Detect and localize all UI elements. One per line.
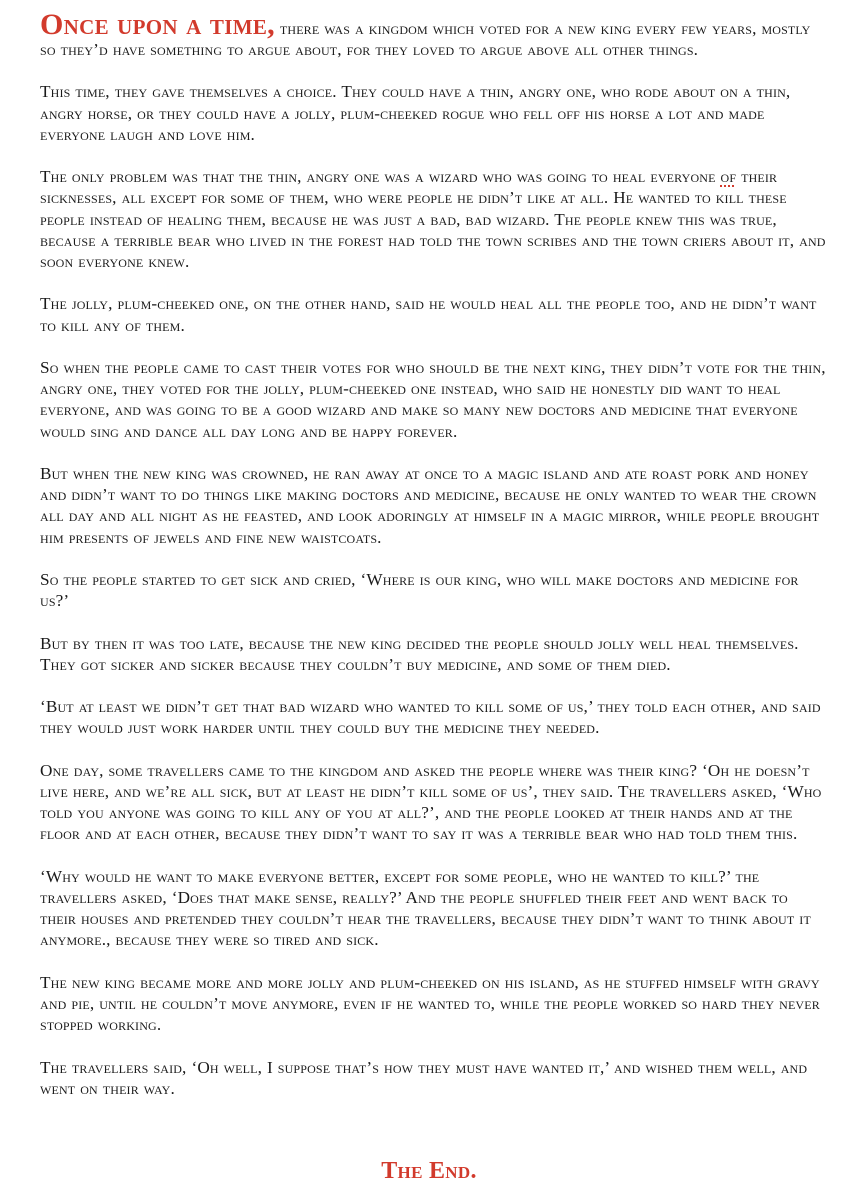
paragraph-3-text-a: The only problem was that the thin, angry one was a wizard who was going to heal everyone (40, 167, 721, 187)
paragraph-1 (40, 8, 826, 60)
paragraph-11: ‘Why would he want to make everyone better, except for some people, who he wanted to kill?’ the travellers asked, ‘Does that make sense, really?’ And the people shuffled their feet and went back to their houses and pretended they couldn’t hear the travellers, because they didn’t want to think about it anymore., because they were so tired and sick. (40, 866, 811, 950)
the-end-heading: The End. (381, 1158, 477, 1184)
paragraph-3 (40, 166, 826, 272)
paragraph-3-text-b: their sicknesses, all except for some of them, who were people he didn’t like at all. He wanted to kill these people instead of healing them, because he was just a bad, bad wizard. The people knew this was true, because a terrible bear who lived in the forest had told the town scribes and the town criers about it, and soon everyone knew. (40, 167, 826, 272)
paragraph-10: One day, some travellers came to the kingdom and asked the people where was their king? ‘Oh he doesn’t live here, and we’re all sick, but at least he didn’t kill some of us’, they said. The travellers asked, ‘Who told you anyone was going to kill any of you at all?’, and the people looked at their hands and at the floor and at each other, because they didn’t want to say it was a terrible bear who had told them this. (40, 760, 822, 844)
paragraph-2: This time, they gave themselves a choice. They could have a thin, angry one, who rode about on a thin, angry horse, or they could have a jolly, plum-cheeked rogue who fell off his horse a lot and made everyone laugh and love him. (40, 82, 791, 144)
paragraph-9: ‘But at least we didn’t get that bad wizard who wanted to kill some of us,’ they told each other, and said they would just work harder until they could buy the medicine they needed. (40, 697, 821, 738)
paragraph-12: The new king became more and more jolly and plum-cheeked on his island, as he stuffed himself with gravy and pie, until he couldn’t move anymore, even if he wanted to, while the people worked so hard they never stopped working. (40, 972, 820, 1035)
paragraph-6: But when the new king was crowned, he ran away at once to a magic island and ate roast pork and honey and didn’t want to do things like making doctors and medicine, because he only wanted to wear the crown all day and all night as he feasted, and look adoringly at himself in a magic mirror, while people brought him presents of jewels and fine new waistcoats. (40, 464, 820, 547)
paragraph-8: But by then it was too late, because the new king decided the people should jolly well heal themselves. They got sicker and sicker because they couldn’t buy medicine, and some of them died. (40, 633, 799, 674)
spellcheck-flagged-word[interactable]: of (720, 167, 737, 187)
story-document (40, 8, 826, 1120)
paragraph-5: So when the people came to cast their votes for who should be the next king, they didn’t vote for the thin, angry one, they voted for the jolly, plum-cheeked one instead, who said he honestly did want to heal everyone, and was going to be a good wizard and make so many new doctors and medicine that everyone would sing and dance all day long and be happy forever. (40, 358, 826, 441)
paragraph-13: The travellers said, ‘Oh well, I suppose that’s how they must have wanted it,’ and wished them well, and went on their way. (40, 1057, 808, 1098)
paragraph-7: So the people started to get sick and cried, ‘Where is our king, who will make doctors and medicine for us?’ (40, 570, 799, 611)
paragraph-1-text: there was a kingdom which voted for a new king every few years, mostly so they’d have something to argue about, for they loved to argue above all other things. (40, 19, 811, 60)
story-opening: Once upon a time, (40, 8, 275, 41)
paragraph-4: The jolly, plum-cheeked one, on the other hand, said he would heal all the people too, and he didn’t want to kill any of them. (40, 294, 817, 335)
